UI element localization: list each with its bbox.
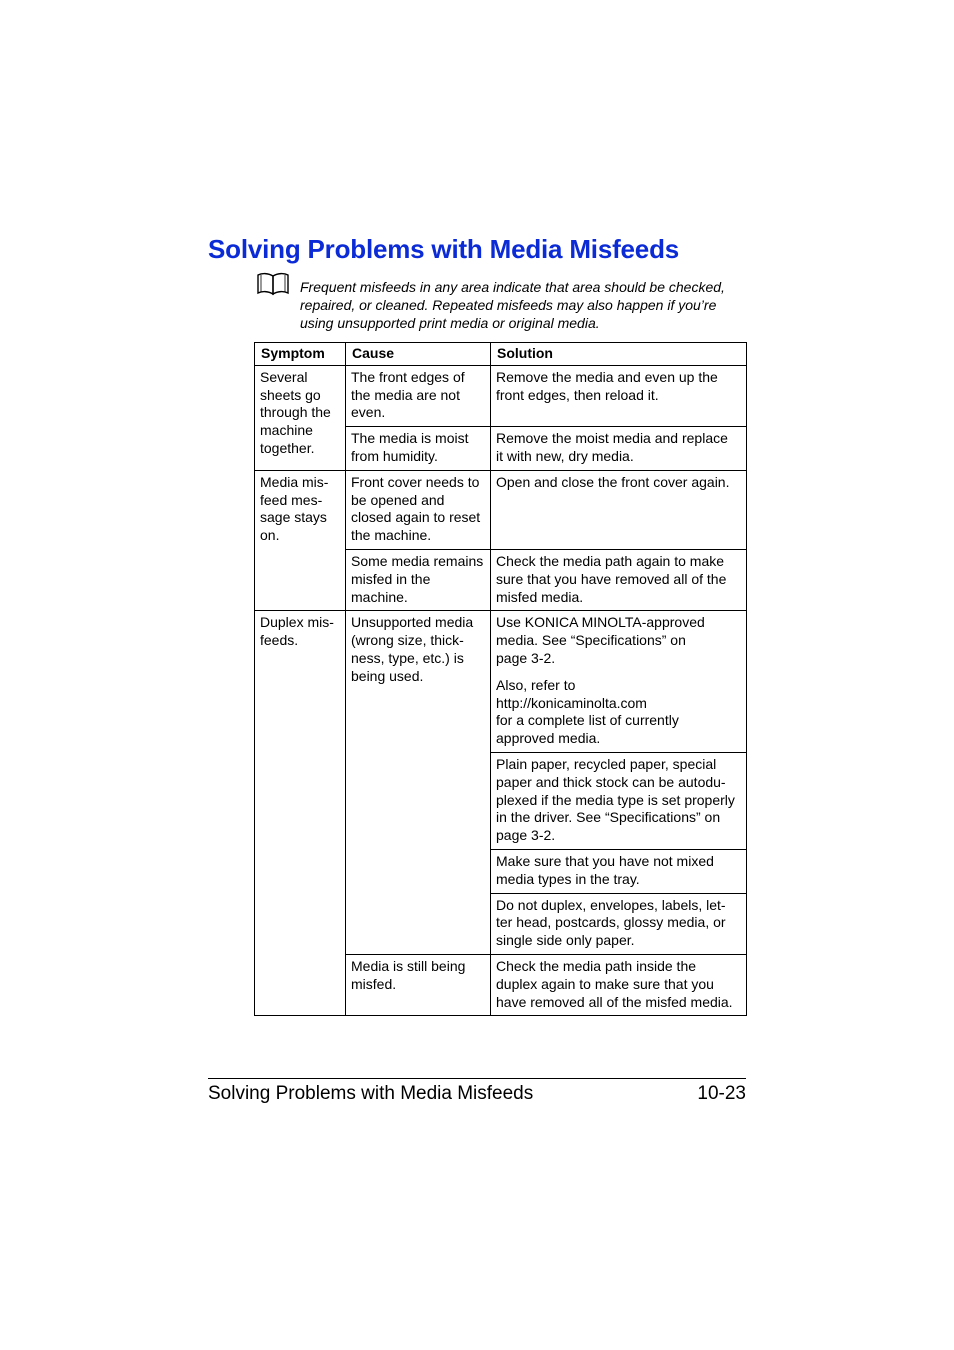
footer-section-title: Solving Problems with Media Misfeeds <box>208 1083 534 1104</box>
symptom-cell: Media mis- feed mes- sage stays on. <box>255 470 346 611</box>
table-header-row <box>255 343 747 366</box>
solution-cell: Plain paper, recycled paper, special paper and thick stock can be autodu- plexed if the media type is set properly in the driver. See “Specifications” on page 3-2. <box>491 752 747 849</box>
solution-cell: Remove the media and even up the front edges, then reload it. <box>491 365 747 426</box>
note-line: using unsupported print media or original media. <box>300 315 600 331</box>
solution-cell: Check the media path again to make sure that you have removed all of the misfed media. <box>491 549 747 610</box>
column-header-solution: Solution <box>491 343 747 366</box>
table-row <box>255 611 747 753</box>
column-header-symptom: Symptom <box>255 343 346 366</box>
symptom-cell: Several sheets go through the machine together. <box>255 365 346 470</box>
symptom-cell: Duplex mis- feeds. <box>255 611 346 1016</box>
solution-cell: Make sure that you have not mixed media types in the tray. <box>491 849 747 893</box>
page-title: Solving Problems with Media Misfeeds <box>208 234 680 264</box>
solution-cell: Remove the moist media and replace it with new, dry media. <box>491 427 747 471</box>
cause-cell: Some media remains misfed in the machine. <box>346 549 491 610</box>
cause-cell: The media is moist from humidity. <box>346 427 491 471</box>
note-line: Frequent misfeeds in any area indicate that area should be checked, <box>300 279 725 295</box>
solution-cell <box>491 611 747 753</box>
page-number: 10-23 <box>697 1083 746 1104</box>
misfeed-troubleshooting-table <box>254 342 747 1016</box>
table-row <box>255 365 747 426</box>
solution-cell: Check the media path inside the duplex again to make sure that you have removed all of the misfed media. <box>491 954 747 1015</box>
column-header-cause: Cause <box>346 343 491 366</box>
solution-reference-text: Also, refer to http://konicaminolta.com for a complete list of currently approved media. <box>496 676 679 747</box>
solution-cell: Do not duplex, envelopes, labels, let- ter head, postcards, glossy media, or single side only paper. <box>491 893 747 954</box>
solution-cell: Open and close the front cover again. <box>491 470 747 549</box>
book-icon <box>256 272 290 296</box>
cause-cell: Unsupported media (wrong size, thick- ness, type, etc.) is being used. <box>346 611 491 955</box>
note-text <box>300 278 750 332</box>
cause-cell: Front cover needs to be opened and closed again to reset the machine. <box>346 470 491 549</box>
footer-divider <box>208 1078 746 1079</box>
cause-cell: Media is still being misfed. <box>346 954 491 1015</box>
note-line: repaired, or cleaned. Repeated misfeeds may also happen if you’re <box>300 297 717 313</box>
cause-cell: The front edges of the media are not even. <box>346 365 491 426</box>
table-row <box>255 470 747 549</box>
solution-text: Use KONICA MINOLTA-approved media. See “Specifications” on page 3-2. <box>496 614 705 666</box>
